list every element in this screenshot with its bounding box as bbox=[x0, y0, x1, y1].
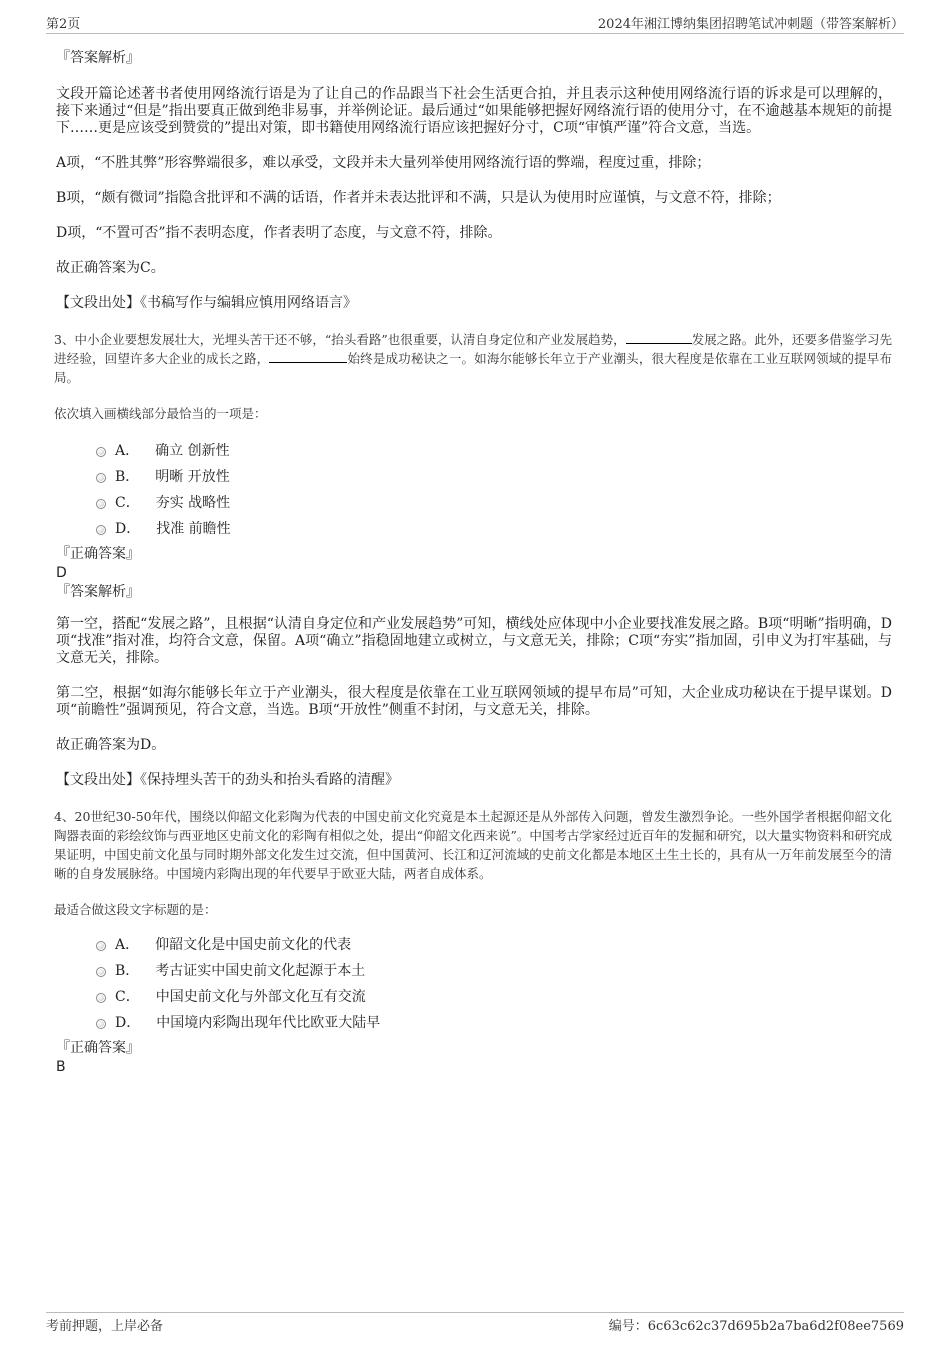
analysis-label: 『答案解析』 bbox=[56, 50, 140, 66]
question-4-options bbox=[56, 932, 892, 1036]
radio-button[interactable] bbox=[96, 447, 106, 457]
option-a[interactable]: A． 仰韶文化是中国史前文化的代表 bbox=[56, 932, 892, 958]
correct-answer-label: 『正确答案』 bbox=[56, 546, 140, 562]
analysis-paragraph: 第二空，根据“如海尔能够长年立于产业潮头，很大程度是依靠在工业互联网领域的提早布局”可知，大企业成功秘诀在于提早谋划。D项“前瞻性”强调预见，符合文意，当选。B项“开放性”侧重不封闭，与文意无关，排除。 bbox=[56, 685, 892, 718]
analysis-paragraph: 文段开篇论述著书者使用网络流行语是为了让自己的作品跟当下社会生活更合拍，并且表示这种使用网络流行语的诉求是可以理解的，接下来通过“但是”指出要真正做到绝非易事，并举例论证。最后通过“如果能够把握好网络流行语的使用分寸，在不逾越基本规矩的前提下……更是应该受到赞赏的”提出对策，即书籍使用网络流行语应该把握好分寸，C项“审慎严谨”符合文意，当选。 bbox=[56, 86, 892, 136]
question-4-prompt: 最适合做这段文字标题的是： bbox=[54, 902, 217, 917]
analysis-paragraph: 第一空，搭配“发展之路”，且根据“认清自身定位和产业发展趋势”可知，横线处应体现中小企业要找准发展之路。B项“明晰”指明确，D项“找准”指对准，均符合文意，保留。A项“确立”指稳固地建立或树立，与文意无关，排除；C项“夯实”指加固，引申义为打牢基础，与文意无关，排除。 bbox=[56, 616, 892, 666]
radio-button[interactable] bbox=[96, 499, 106, 509]
source-citation: 【文段出处】《保持埋头苦干的劲头和抬头看路的清醒》 bbox=[56, 772, 399, 788]
page-footer bbox=[46, 1312, 904, 1335]
analysis-paragraph: B项，“颇有微词”指隐含批评和不满的话语，作者并未表达批评和不满，只是认为使用时应谨慎，与文意不符，排除； bbox=[56, 190, 781, 206]
option-b[interactable]: B． 明晰 开放性 bbox=[56, 464, 892, 490]
question-4-stem: 4、20世纪30-50年代，围绕以仰韶文化彩陶为代表的中国史前文化究竟是本土起源还是从外部传入问题，曾发生激烈争论。一些外国学者根据仰韶文化陶器表面的彩绘纹饰与西亚地区史前文化的彩陶有相似之处，提出“仰韶文化西来说”。中国考古学家经过近百年的发掘和研究，以大量实物资料和研究成果证明，中国史前文化虽与同时期外部文化发生过交流，但中国黄河、长江和辽河流域的史前文化都是本地区土生土长的，具有从一万年前发展至今的清晰的自身发展脉络。中国境内彩陶出现的年代要早于欧亚大陆，两者自成体系。 bbox=[54, 809, 892, 881]
radio-button[interactable] bbox=[96, 941, 106, 951]
radio-button[interactable] bbox=[96, 993, 106, 1003]
radio-button[interactable] bbox=[96, 525, 106, 535]
radio-button[interactable] bbox=[96, 473, 106, 483]
correct-answer: B bbox=[56, 1059, 66, 1075]
option-b[interactable]: B． 考古证实中国史前文化起源于本土 bbox=[56, 958, 892, 984]
analysis-conclusion: 故正确答案为C。 bbox=[56, 260, 165, 276]
page-number: 第2页 bbox=[46, 17, 81, 32]
question-3-prompt: 依次填入画横线部分最恰当的一项是： bbox=[54, 406, 267, 421]
page-header bbox=[46, 13, 904, 34]
document-body bbox=[56, 44, 892, 1076]
radio-button[interactable] bbox=[96, 1019, 106, 1029]
analysis-paragraph: D项，“不置可否”指不表明态度，作者表明了态度，与文意不符，排除。 bbox=[56, 225, 502, 241]
analysis-paragraph: A项，“不胜其弊”形容弊端很多，难以承受，文段并未大量列举使用网络流行语的弊端，程度过重，排除； bbox=[56, 155, 711, 171]
fill-blank bbox=[626, 331, 692, 344]
document-code: 编号：6c63c62c37d695b2a7ba6d2f08ee7569 bbox=[608, 1319, 904, 1334]
question-3-stem: 3、中小企业要想发展壮大，光埋头苦干还不够，“抬头看路”也很重要，认清自身定位和产业发展趋势， 发展之路。此外，还要多借鉴学习先进经验，回望许多大企业的成长之路， 始终是成功秘诀之一。如海尔能够长年立于产业潮头，很大程度是依靠在工业互联网领域的提早布局。 bbox=[54, 332, 892, 385]
source-citation: 【文段出处】《书稿写作与编辑应慎用网络语言》 bbox=[56, 295, 357, 311]
option-d[interactable]: D． 中国境内彩陶出现年代比欧亚大陆早 bbox=[56, 1010, 892, 1036]
correct-answer: D bbox=[56, 565, 67, 581]
fill-blank bbox=[269, 350, 347, 363]
footer-slogan: 考前押题，上岸必备 bbox=[46, 1319, 164, 1334]
question-3-options bbox=[56, 438, 892, 542]
analysis-conclusion: 故正确答案为D。 bbox=[56, 737, 166, 753]
option-d[interactable]: D． 找准 前瞻性 bbox=[56, 516, 892, 542]
option-c[interactable]: C． 夯实 战略性 bbox=[56, 490, 892, 516]
analysis-label: 『答案解析』 bbox=[56, 584, 140, 600]
radio-button[interactable] bbox=[96, 967, 106, 977]
document-title: 2024年湘江博纳集团招聘笔试冲刺题（带答案解析） bbox=[597, 17, 904, 32]
option-a[interactable]: A． 确立 创新性 bbox=[56, 438, 892, 464]
correct-answer-label: 『正确答案』 bbox=[56, 1040, 140, 1056]
option-c[interactable]: C． 中国史前文化与外部文化互有交流 bbox=[56, 984, 892, 1010]
